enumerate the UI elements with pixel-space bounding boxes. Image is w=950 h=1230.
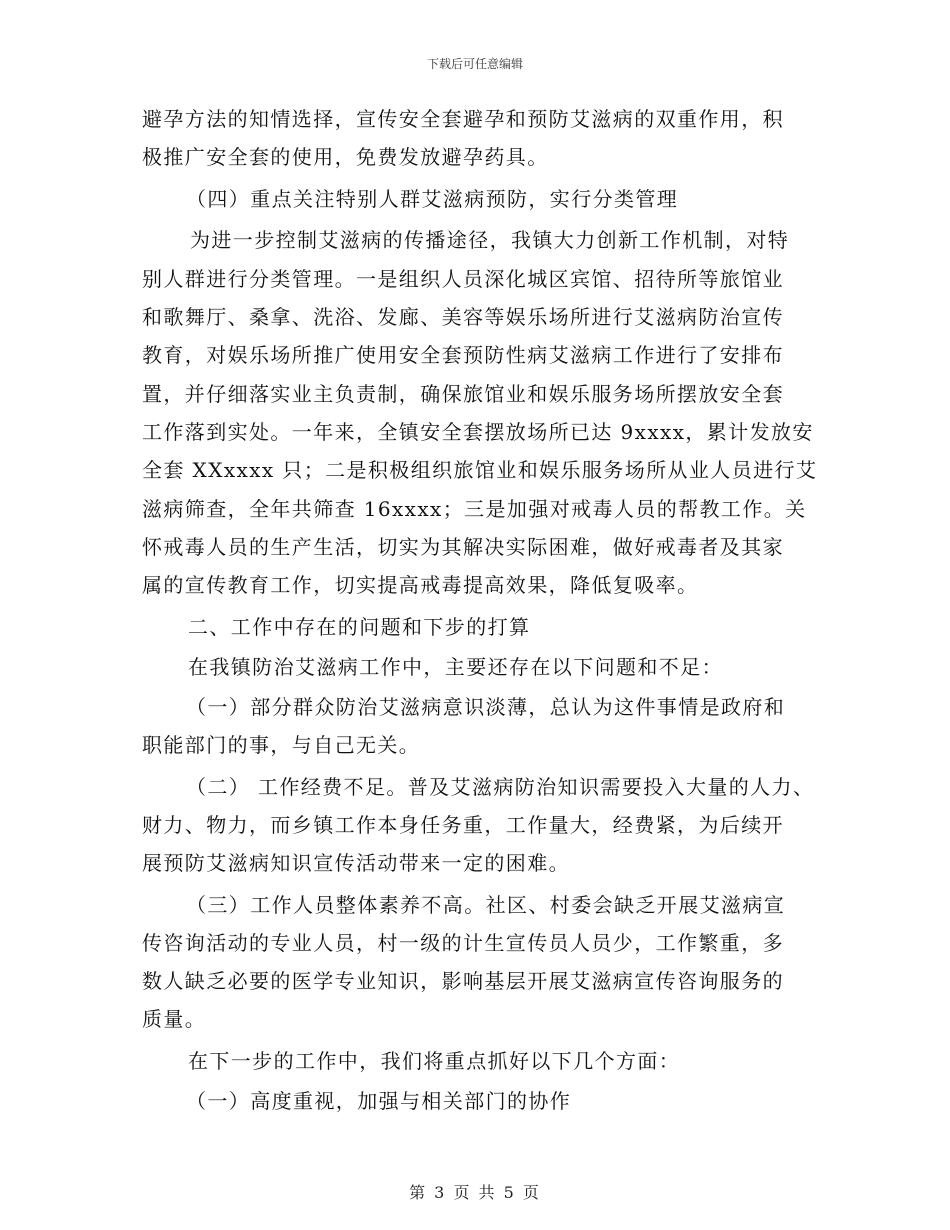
- body-line: （二） 工作经费不足。普及艾滋病防治知识需要投入大量的人力、: [186, 775, 815, 799]
- body-line: 职能部门的事，与自己无关。: [142, 733, 421, 757]
- body-line: 怀戒毒人员的生产生活，切实为其解决实际困难，做好戒毒者及其家: [142, 535, 784, 559]
- body-line: 数人缺乏必要的医学专业知识，影响基层开展艾滋病宣传咨询服务的: [142, 969, 784, 993]
- body-line: （一）高度重视，加强与相关部门的协作: [186, 1089, 572, 1113]
- body-line: 传咨询活动的专业人员，村一级的计生宣传员人员少，工作繁重，多: [142, 931, 784, 955]
- body-line: （三）工作人员整体素养不高。社区、村委会缺乏开展艾滋病宣: [186, 893, 786, 917]
- body-line: 和歌舞厅、桑拿、洗浴、发廊、美容等娱乐场所进行艾滋病防治宣传: [142, 305, 784, 329]
- body-line: （四）重点关注特别人群艾滋病预防，实行分类管理: [186, 187, 679, 211]
- body-line: 别人群进行分类管理。一是组织人员深化城区宾馆、招待所等旅馆业: [142, 267, 784, 291]
- body-line: 避孕方法的知情选择，宣传安全套避孕和预防艾滋病的双重作用，积: [142, 107, 784, 131]
- body-line: 财力、物力，而乡镇工作本身任务重，工作量大，经费紧，为后续开: [142, 813, 784, 837]
- body-line: 展预防艾滋病知识宣传活动带来一定的困难。: [142, 851, 570, 875]
- body-line: 滋病筛查，全年共筛查 16xxxx；三是加强对戒毒人员的帮教工作。关: [142, 497, 807, 521]
- body-line: 置，并仔细落实业主负责制，确保旅馆业和娱乐服务场所摆放安全套: [142, 382, 784, 406]
- body-line: 属的宣传教育工作，切实提高戒毒提高效果，降低复吸率。: [142, 573, 699, 597]
- body-line: 在下一步的工作中，我们将重点抓好以下几个方面：: [188, 1049, 681, 1073]
- body-line: 为进一步控制艾滋病的传播途径，我镇大力创新工作机制，对特: [190, 228, 790, 252]
- header-note: 下载后可任意编辑: [426, 57, 523, 71]
- page-number: 第 3 页 共 5 页: [409, 1183, 541, 1202]
- body-line: （一）部分群众防治艾滋病意识淡薄，总认为这件事情是政府和: [186, 695, 786, 719]
- body-line: 在我镇防治艾滋病工作中，主要还存在以下问题和不足：: [188, 655, 723, 679]
- section-heading: 二、工作中存在的问题和下步的打算: [188, 615, 531, 639]
- body-line: 极推广安全套的使用，免费发放避孕药具。: [142, 145, 549, 169]
- body-line: 质量。: [142, 1007, 207, 1031]
- body-line: 工作落到实处。一年来，全镇安全套摆放场所已达 9xxxx，累计发放安: [142, 420, 814, 444]
- body-line: 全套 XXxxxx 只；二是积极组织旅馆业和娱乐服务场所从业人员进行艾: [142, 458, 818, 482]
- body-line: 教育，对娱乐场所推广使用安全套预防性病艾滋病工作进行了安排布: [142, 343, 784, 367]
